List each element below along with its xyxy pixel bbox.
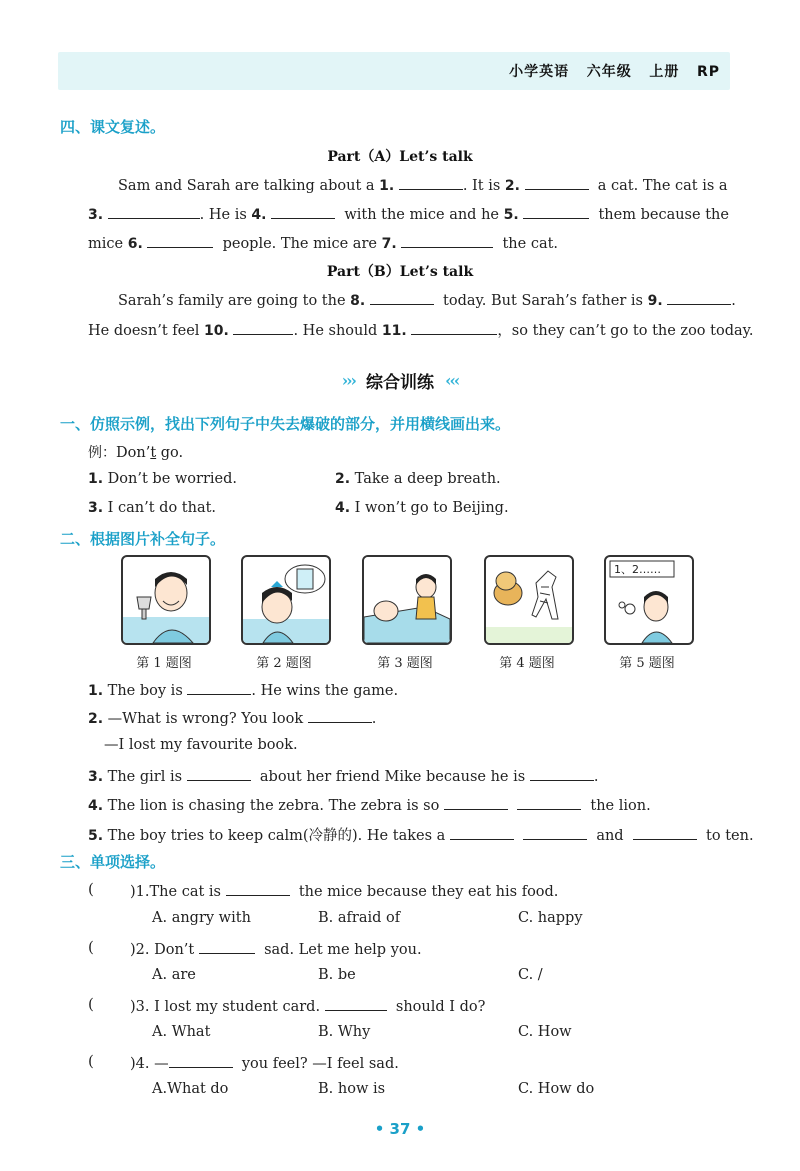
sec4-line-3: mice 6. people. The mice are 7. the cat.	[88, 233, 558, 252]
section-band	[260, 368, 540, 396]
q1-title: 一、仿照示例，找出下列句子中失去爆破的部分，并用横线画出来。	[60, 415, 511, 433]
caption-5: 第 5 题图	[619, 656, 675, 671]
q2-sentence-3: 3. The girl is about her friend Mike because he is .	[88, 766, 598, 785]
blank-7[interactable]	[401, 233, 493, 248]
q2-blank-4b[interactable]	[517, 795, 581, 810]
q3-question-3: )3. I lost my student card. should I do?	[130, 996, 485, 1015]
page-number: • 37 •	[374, 1120, 426, 1138]
q2-blank-3b[interactable]	[530, 766, 594, 781]
header-text	[509, 61, 720, 81]
chevron-right-icon: ›››	[341, 371, 355, 390]
blank-8[interactable]	[370, 290, 434, 305]
q1-item-1: 1. Don’t be worried.	[88, 471, 237, 487]
answer-paren-1[interactable]: (	[88, 880, 94, 898]
q3-3-option-c[interactable]: C. How	[518, 1024, 572, 1040]
page-header-band	[58, 52, 730, 90]
q3-question-1: )1.The cat is the mice because they eat his food.	[130, 881, 558, 900]
sec4-line-1: Sam and Sarah are talking about a 1. . It is 2. a cat. The cat is a	[118, 175, 728, 194]
q2-blank-3a[interactable]	[187, 766, 251, 781]
answer-paren-2[interactable]: (	[88, 938, 94, 956]
q2-blank-1[interactable]	[187, 680, 251, 695]
picture-4	[484, 555, 574, 645]
q3-2-option-c[interactable]: C. /	[518, 967, 543, 983]
q3-3-option-a[interactable]: A. What	[152, 1024, 211, 1040]
blank-5[interactable]	[523, 204, 589, 219]
q3-4-option-c[interactable]: C. How do	[518, 1081, 595, 1097]
blank-6[interactable]	[147, 233, 213, 248]
blank-1[interactable]	[399, 175, 463, 190]
q1-example: 例：Don’t go.	[88, 445, 184, 461]
sec4-line-5: He doesn’t feel 10. . He should 11. ，so they can’t go to the zoo today.	[88, 319, 754, 340]
q2-sentence-4: 4. The lion is chasing the zebra. The zebra is so the lion.	[88, 795, 651, 814]
picture-5	[604, 555, 694, 645]
picture-2	[241, 555, 331, 645]
answer-paren-3[interactable]: (	[88, 995, 94, 1013]
band-title: 综合训练	[366, 373, 434, 393]
q3-1-option-b[interactable]: B. afraid of	[318, 910, 401, 926]
q3-2-option-b[interactable]: B. be	[318, 967, 356, 983]
q2-blank-4a[interactable]	[444, 795, 508, 810]
picture-3	[362, 555, 452, 645]
picture-1	[121, 555, 211, 645]
q3-blank-3[interactable]	[325, 996, 387, 1011]
q3-2-option-a[interactable]: A. are	[152, 967, 196, 983]
q2-blank-5c[interactable]	[633, 825, 697, 840]
caption-2: 第 2 题图	[256, 656, 312, 671]
blank-9[interactable]	[667, 290, 731, 305]
caption-1: 第 1 题图	[136, 656, 192, 671]
blank-10[interactable]	[233, 320, 293, 335]
q2-title: 二、根据图片补全句子。	[60, 530, 226, 548]
q2-sentence-1: 1. The boy is . He wins the game.	[88, 680, 398, 699]
blank-3[interactable]	[108, 204, 200, 219]
q2-blank-5a[interactable]	[450, 825, 514, 840]
q3-1-option-a[interactable]: A. angry with	[152, 910, 251, 926]
q3-1-option-c[interactable]: C. happy	[518, 910, 583, 926]
q3-blank-4[interactable]	[169, 1053, 233, 1068]
q1-item-3: 3. I can’t do that.	[88, 500, 217, 516]
part-b-title: Part（B）Let’s talk	[326, 264, 474, 280]
blank-11[interactable]	[411, 320, 497, 335]
chevron-left-icon: ‹‹‹	[445, 371, 459, 390]
q3-question-2: )2. Don’t sad. Let me help you.	[130, 939, 422, 958]
header-term: 上册	[649, 64, 680, 80]
caption-4: 第 4 题图	[499, 656, 555, 671]
answer-paren-4[interactable]: (	[88, 1052, 94, 1070]
q3-question-4: )4. — you feel? —I feel sad.	[130, 1053, 399, 1072]
q3-title: 三、单项选择。	[60, 853, 166, 871]
sec4-line-2: 3. . He is 4. with the mice and he 5. them because the	[88, 204, 729, 223]
q2-blank-2[interactable]	[308, 708, 372, 723]
header-subject: 小学英语	[509, 64, 570, 80]
q3-4-option-a[interactable]: A.What do	[152, 1081, 229, 1097]
q3-3-option-b[interactable]: B. Why	[318, 1024, 371, 1040]
caption-3: 第 3 题图	[377, 656, 433, 671]
q1-item-2: 2. Take a deep breath.	[335, 471, 501, 487]
q2-sentence-5: 5. The boy tries to keep calm(冷静的). He takes a and to ten.	[88, 824, 754, 845]
sec4-line-4: Sarah’s family are going to the 8. today. But Sarah’s father is 9. .	[118, 290, 736, 309]
header-edition: RP	[696, 64, 720, 80]
q3-blank-2[interactable]	[199, 939, 255, 954]
section-4-title: 四、课文复述。	[60, 118, 166, 136]
q3-blank-1[interactable]	[226, 881, 290, 896]
header-grade: 六年级	[586, 64, 632, 80]
q3-4-option-b[interactable]: B. how is	[318, 1081, 386, 1097]
blank-2[interactable]	[525, 175, 589, 190]
q2-sentence-2-reply: —I lost my favourite book.	[104, 737, 298, 753]
q2-blank-5b[interactable]	[523, 825, 587, 840]
q2-sentence-2: 2. —What is wrong? You look .	[88, 708, 376, 727]
part-a-title: Part（A）Let’s talk	[327, 149, 473, 165]
picture-5-count-text: 1、2……	[614, 563, 661, 576]
blank-4[interactable]	[271, 204, 335, 219]
q1-item-4: 4. I won’t go to Beijing.	[335, 500, 509, 516]
